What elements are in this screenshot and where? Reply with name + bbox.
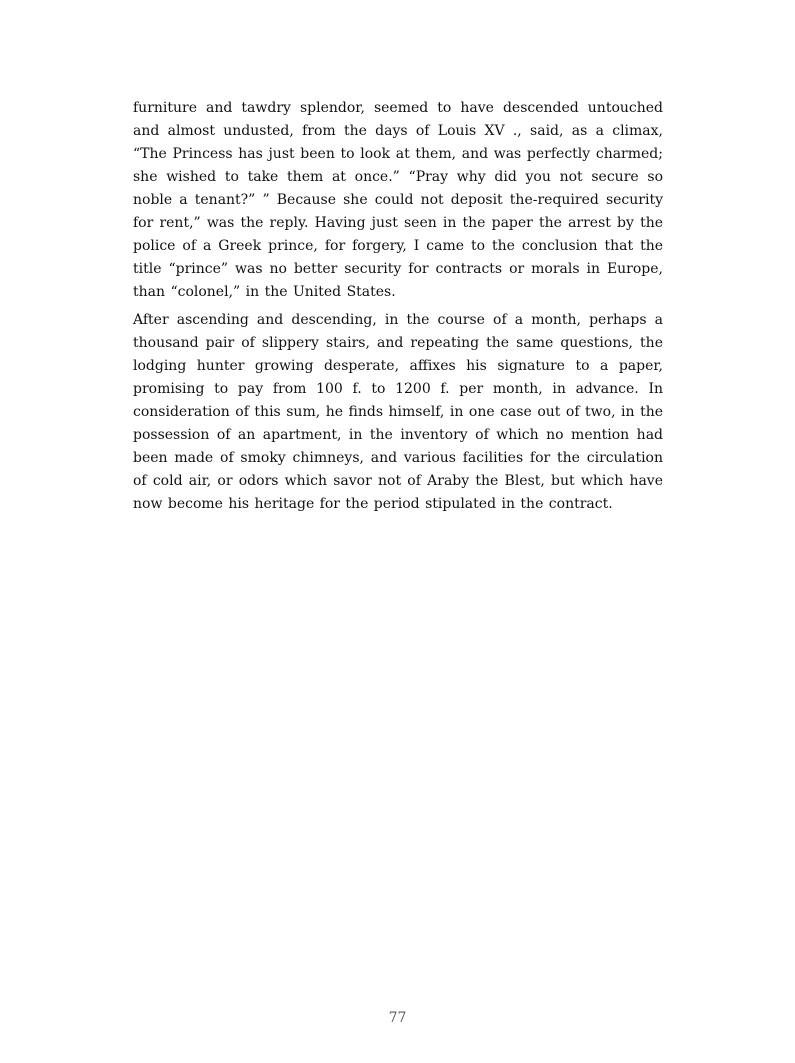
paragraph-2: After ascending and descending, in the course of a month, perhaps a thousand pair of slippery stairs, and repeating the same questions, the lodging hunter growing desperate, affixes his signature to a paper, promising to pay from 100 f. to 1200 f. per month, in advance. In consideration of this sum, he finds himself, in one case out of two, in the possession of an apartment, in the inventory of which no mention had been made of smoky chimneys, and various facilities for the circulation of cold air, or odors which savor not of Araby the Blest, but which have now become his heritage for the period stipulated in the contract. xyxy=(133,312,663,512)
paragraph-1: furniture and tawdry splendor, seemed to have descended untouched and almost undusted, from the days of Louis XV ., said, as a climax, “The Princess has just been to look at them, and was perfectly charmed; she wished to take them at once.” “Pray why did you not secure so noble a tenant?” ” Because she could not deposit the-required security for rent,” was the reply. Having just seen in the paper the arrest by the police of a Greek prince, for forgery, I came to the conclusion that the title “prince” was no better security for contracts or morals in Europe, than “colonel,” in the United States. xyxy=(133,100,663,300)
body-text xyxy=(133,97,663,521)
page-number: 77 xyxy=(388,1010,407,1026)
